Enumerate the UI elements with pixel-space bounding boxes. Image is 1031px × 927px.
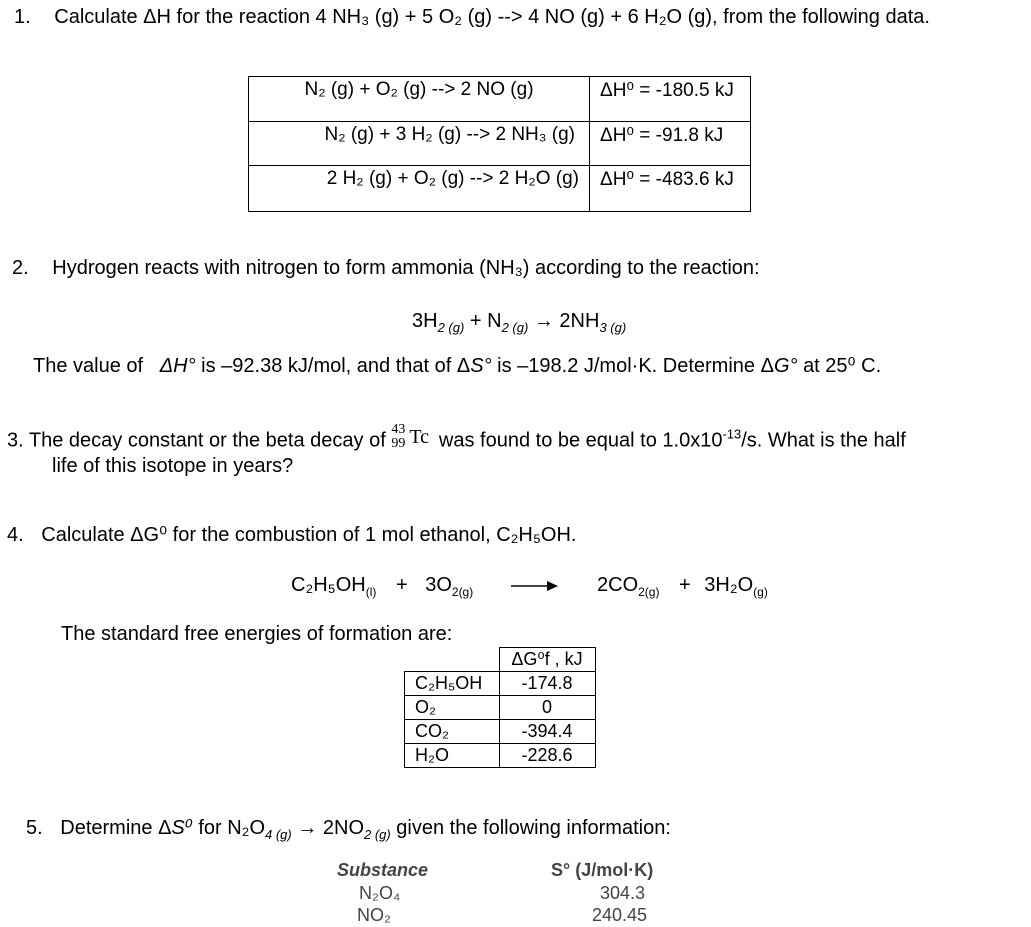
- table-row: [405, 696, 596, 720]
- q1-number: 1.: [14, 6, 31, 28]
- table-header-row: [405, 648, 596, 672]
- q4-line: [7, 522, 576, 547]
- reaction-arrow-icon: [511, 578, 559, 594]
- eq-term: 3O: [425, 574, 452, 596]
- q1-reaction-cell: N₂ (g) + 3 H₂ (g) --> 2 NH₃ (g): [249, 122, 590, 166]
- q5-col2-header: S° (J/mol·K): [551, 860, 654, 880]
- table-row: [405, 720, 596, 744]
- element-symbol: Tc: [409, 426, 430, 448]
- text: /s. What is the half: [741, 429, 906, 452]
- q1-reaction-cell: N₂ (g) + O₂ (g) --> 2 NO (g): [249, 77, 590, 122]
- q1-enthalpy-cell: ΔH⁰ = -91.8 kJ: [590, 122, 751, 166]
- reaction-arrow-icon: →: [297, 817, 318, 839]
- text: The value of: [33, 355, 144, 377]
- eq-state: 3 (g): [599, 320, 627, 335]
- text: for N₂O: [198, 817, 266, 839]
- q2-line: [12, 257, 760, 280]
- text: at 25⁰ C.: [803, 355, 882, 377]
- value-cell: -394.4: [499, 720, 595, 744]
- substance-cell: CO₂: [405, 720, 500, 744]
- q1-enthalpy-cell: ΔH⁰ = -180.5 kJ: [590, 77, 751, 122]
- q3-line1: [7, 422, 906, 456]
- s-symbol: S⁰: [171, 817, 193, 839]
- g-symbol: G°: [773, 355, 798, 377]
- q4-text: Calculate ΔG⁰ for the combustion of 1 mol ethanol, C₂H₅OH.: [41, 524, 577, 546]
- substance-cell: H₂O: [405, 744, 500, 768]
- text: given the following information:: [396, 817, 671, 839]
- eq-term: 3H₂O: [704, 574, 754, 596]
- text: was found to be equal to 1.0x10: [438, 429, 723, 452]
- text: Determine Δ: [60, 817, 172, 839]
- q1-reaction-cell: 2 H₂ (g) + O₂ (g) --> 2 H₂O (g): [249, 166, 590, 212]
- value-cell: -174.8: [499, 672, 595, 696]
- text: 2NO: [322, 817, 364, 839]
- eq-state: 2(g): [638, 585, 660, 599]
- blank-header: [405, 648, 500, 672]
- eq-state: 4 (g): [265, 827, 292, 842]
- value-cell: 0: [499, 696, 595, 720]
- eq-state: 2 (g): [364, 827, 391, 842]
- q4-equation-products: [597, 574, 768, 599]
- text: is –92.38 kJ/mol, and that of Δ: [201, 355, 471, 377]
- q2-number: 2.: [12, 257, 29, 279]
- q4-number: 4.: [7, 524, 24, 546]
- eq-term: 2CO: [597, 574, 639, 596]
- q1-row: [249, 166, 751, 212]
- eq-state: 2 (g): [501, 320, 529, 335]
- q2-text: Hydrogen reacts with nitrogen to form ammonia (NH₃) according to the reaction:: [52, 257, 760, 279]
- text: is –198.2 J/mol·K. Determine Δ: [497, 355, 774, 377]
- table-row: [405, 672, 596, 696]
- eq-state: 2(g): [451, 585, 474, 599]
- substance-cell: O₂: [405, 696, 500, 720]
- q1-data-table: [248, 76, 751, 212]
- eq-state: (g): [753, 585, 768, 599]
- eq-state: 2 (g): [437, 320, 465, 335]
- q5-col1-header: Substance: [337, 860, 429, 880]
- q1-row: [249, 122, 751, 166]
- eq-term: + N: [469, 310, 502, 332]
- exponent: -13: [722, 426, 742, 442]
- q5-number: 5.: [26, 817, 43, 839]
- q2-value-line: [33, 353, 881, 378]
- delta-h: ΔH°: [159, 355, 196, 377]
- q5-substance: N₂O₄: [359, 883, 401, 903]
- q1-text: Calculate ΔH for the reaction 4 NH₃ (g) + 5 O₂ (g) --> 4 NO (g) + 6 H₂O (g), from the following data.: [54, 6, 930, 28]
- q1-line: [14, 6, 930, 29]
- q1-row: [249, 77, 751, 122]
- eq-term: 3H: [412, 310, 438, 332]
- eq-plus: +: [679, 574, 691, 596]
- eq-state: (l): [365, 585, 377, 599]
- q2-equation: [412, 310, 626, 335]
- eq-plus: +: [395, 574, 408, 596]
- substance-cell: C₂H₅OH: [405, 672, 500, 696]
- nuclide-symbol: [391, 422, 433, 456]
- q5-value: 304.3: [600, 883, 646, 903]
- reaction-arrow-icon: →: [533, 310, 554, 332]
- free-energy-table: [404, 647, 596, 768]
- q4-intro: The standard free energies of formation are:: [61, 623, 453, 645]
- q4-equation: [291, 574, 473, 599]
- q5-substance: NO₂: [357, 905, 391, 925]
- q3-line2: life of this isotope in years?: [52, 455, 294, 477]
- value-cell: -228.6: [499, 744, 595, 768]
- nuclide-atomic: 99: [391, 436, 406, 451]
- table-row: [405, 744, 596, 768]
- q5-line: [26, 815, 671, 842]
- q1-enthalpy-cell: ΔH⁰ = -483.6 kJ: [590, 166, 751, 212]
- s-symbol: S°: [470, 355, 492, 377]
- eq-term: C₂H₅OH: [291, 574, 366, 596]
- q5-value: 240.45: [592, 905, 648, 925]
- eq-term: 2NH: [559, 310, 600, 332]
- nuclide-mass: 43: [391, 422, 406, 437]
- column-header: ΔG⁰f , kJ: [499, 648, 595, 672]
- text: 3. The decay constant or the beta decay of: [7, 429, 386, 452]
